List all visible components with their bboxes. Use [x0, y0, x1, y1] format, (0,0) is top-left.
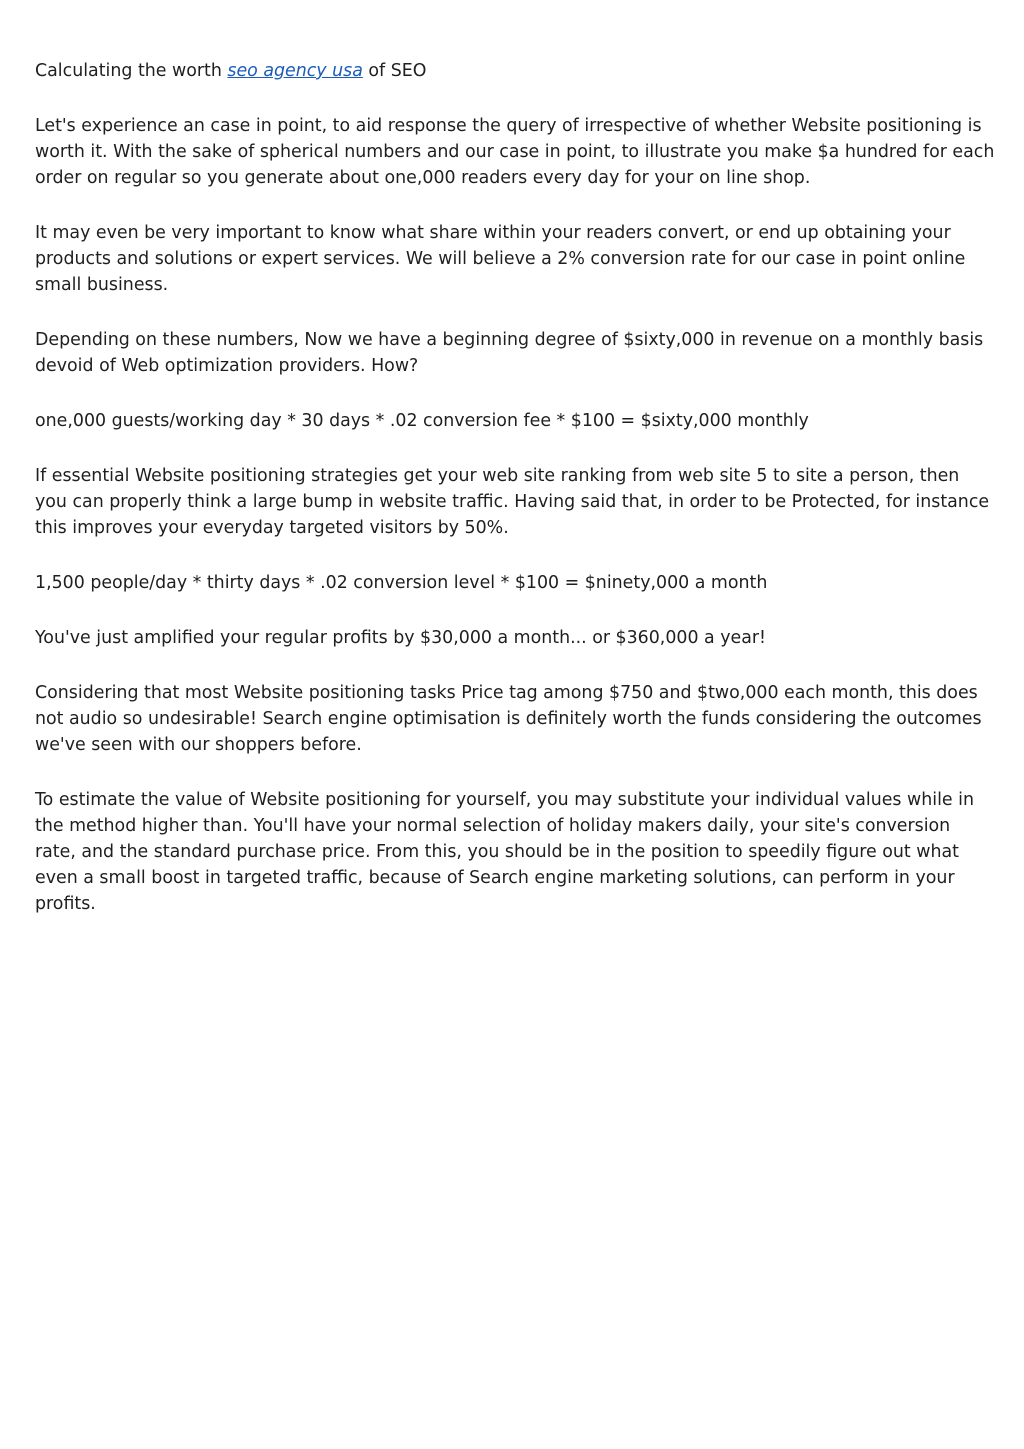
paragraph-profit-increase: You've just amplified your regular profits by $30,000 a month... or $360,000 a year!	[35, 628, 767, 648]
paragraph-baseline-formula: one,000 guests/working day * 30 days * .02 conversion fee * $100 = $sixty,000 monthly	[35, 411, 809, 431]
paragraph-cost-comparison: Considering that most Website positioning tasks Price tag among $750 and $two,000 each month, this does not audio so undesirable! Search engine optimisation is definitely worth the funds considering the outcomes we've seen with our shoppers before.	[35, 683, 982, 755]
paragraph-traffic-bump: If essential Website positioning strategies get your web site ranking from web site 5 to site a person, then you can properly think a large bump in website traffic. Having said that, in order to be Protected, for instance this improves your everyday targeted visitors by 50%.	[35, 466, 990, 538]
seo-agency-link[interactable]: seo agency usa	[227, 61, 363, 81]
heading-suffix: of SEO	[362, 61, 427, 81]
paragraph-conversion-rate: It may even be very important to know what share within your readers convert, or end up obtaining your products and solutions or expert services. We will believe a 2% conversion rate for our case in point online small business.	[35, 223, 966, 295]
paragraph-example-intro: Let's experience an case in point, to aid response the query of irrespective of whether Website positioning is worth it. With the sake of spherical numbers and our case in point, to illustrate you make $a hundred for each order on regular so you generate about one,000 readers every day for your on line shop.	[35, 116, 995, 188]
paragraph-improved-formula: 1,500 people/day * thirty days * .02 conversion level * $100 = $ninety,000 a month	[35, 573, 768, 593]
paragraph-baseline-revenue: Depending on these numbers, Now we have a beginning degree of $sixty,000 in revenue on a monthly basis devoid of Web optimization providers. How?	[35, 330, 984, 376]
paragraph-estimate-value: To estimate the value of Website positioning for yourself, you may substitute your individual values while in the method higher than. You'll have your normal selection of holiday makers daily, your site's conversion rate, and the standard purchase price. From this, you should be in the position to speedily figure out what even a small boost in targeted traffic, because of Search engine marketing solutions, can perform in your profits.	[35, 790, 974, 914]
document-page	[35, 58, 995, 946]
heading-line	[35, 58, 995, 84]
heading-prefix: Calculating the worth	[35, 61, 228, 81]
